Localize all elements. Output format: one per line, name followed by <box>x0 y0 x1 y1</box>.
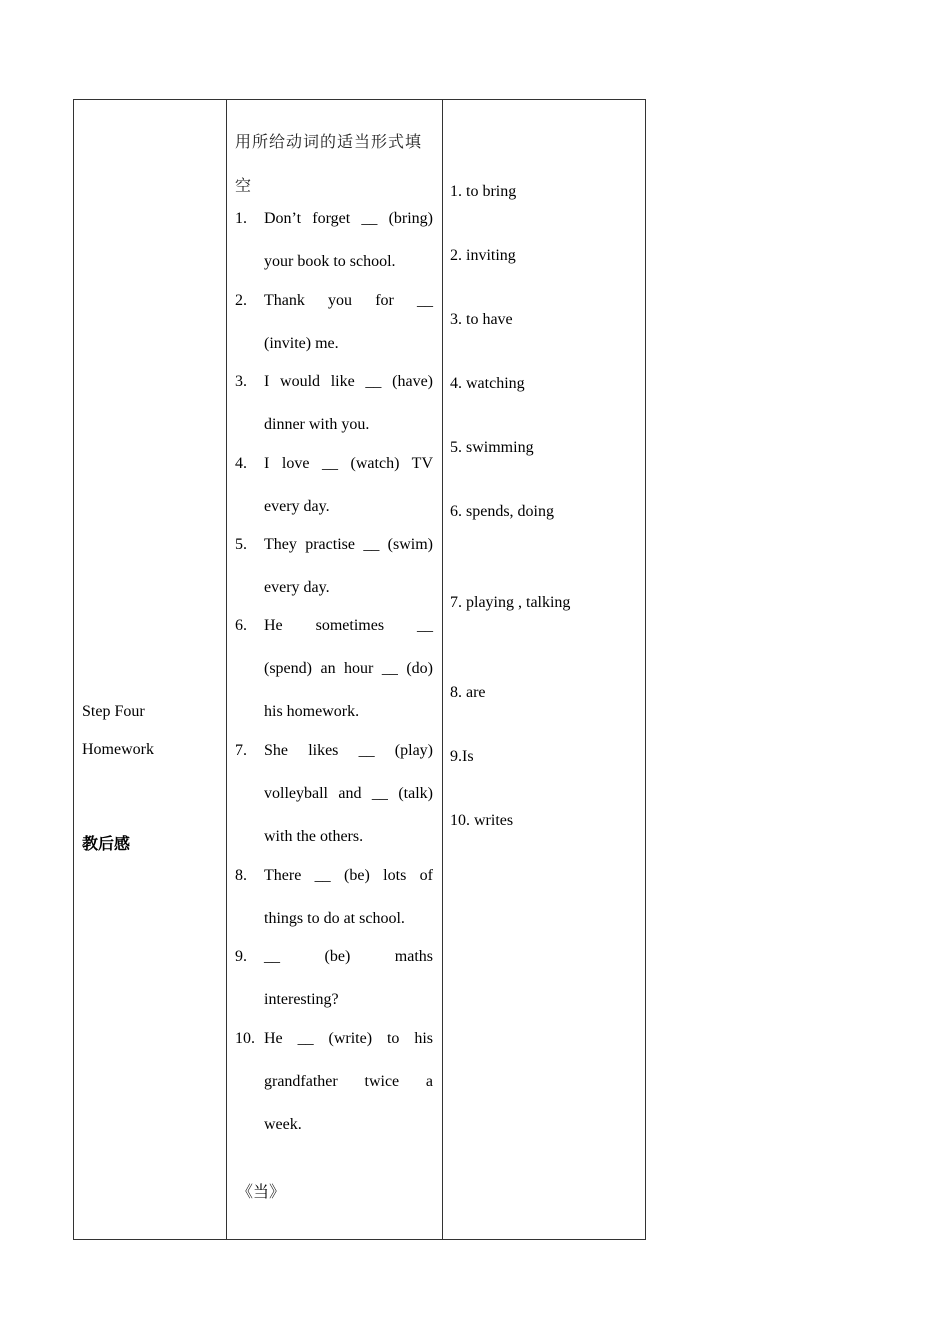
question-number: 7. <box>235 742 247 759</box>
instruction-text-cont: 空 <box>235 176 253 195</box>
step-column <box>74 100 226 1239</box>
question-line: I love __ (watch) TV <box>264 455 433 472</box>
question-line: his homework. <box>264 703 360 720</box>
answer-item: 2. inviting <box>450 247 516 264</box>
question-line: He __ (write) to his <box>264 1030 433 1047</box>
exercise-column <box>226 100 443 1239</box>
question-line: There __ (be) lots of <box>264 867 433 884</box>
step-subtitle: Homework <box>82 741 154 758</box>
question-line: with the others. <box>264 828 364 845</box>
answer-item: 8. are <box>450 684 486 701</box>
question-line: interesting? <box>264 991 339 1008</box>
answer-item: 4. watching <box>450 375 525 392</box>
question-line: He sometimes __ <box>264 617 433 634</box>
question-line: dinner with you. <box>264 416 370 433</box>
question-line: every day. <box>264 579 330 596</box>
answer-item: 10. writes <box>450 812 514 829</box>
book-title: 《当》 <box>237 1182 286 1201</box>
lesson-table <box>73 99 646 1240</box>
question-line: She likes __ (play) <box>264 742 433 759</box>
question-line: (invite) me. <box>264 335 339 352</box>
answer-item: 3. to have <box>450 311 513 328</box>
question-line: Don’t forget __ (bring) <box>264 210 433 227</box>
answer-item: 1. to bring <box>450 183 517 200</box>
question-line: volleyball and __ (talk) <box>264 785 433 802</box>
question-number: 5. <box>235 536 247 553</box>
question-number: 4. <box>235 455 247 472</box>
answer-column <box>442 100 645 1239</box>
question-line: your book to school. <box>264 253 396 270</box>
instruction-text: 用所给动词的适当形式填 <box>235 132 423 151</box>
answer-item: 9.Is <box>450 748 474 765</box>
answer-item: 6. spends, doing <box>450 503 554 520</box>
question-line: grandfather twice a <box>264 1073 433 1090</box>
answer-item: 7. playing , talking <box>450 594 571 611</box>
reflection-label: 教后感 <box>82 834 131 853</box>
question-number: 2. <box>235 292 247 309</box>
question-line: They practise __ (swim) <box>264 536 433 553</box>
question-line: Thank you for __ <box>264 292 433 309</box>
question-line: (spend) an hour __ (do) <box>264 660 433 677</box>
question-number: 9. <box>235 948 247 965</box>
question-line: things to do at school. <box>264 910 405 927</box>
question-number: 1. <box>235 210 247 227</box>
step-title: Step Four <box>82 703 145 720</box>
answer-item: 5. swimming <box>450 439 534 456</box>
question-line: __ (be) maths <box>264 948 433 965</box>
question-line: every day. <box>264 498 330 515</box>
question-number: 3. <box>235 373 247 390</box>
question-number: 6. <box>235 617 247 634</box>
question-line: I would like __ (have) <box>264 373 433 390</box>
question-number: 10. <box>235 1030 255 1047</box>
question-line: week. <box>264 1116 302 1133</box>
question-number: 8. <box>235 867 247 884</box>
